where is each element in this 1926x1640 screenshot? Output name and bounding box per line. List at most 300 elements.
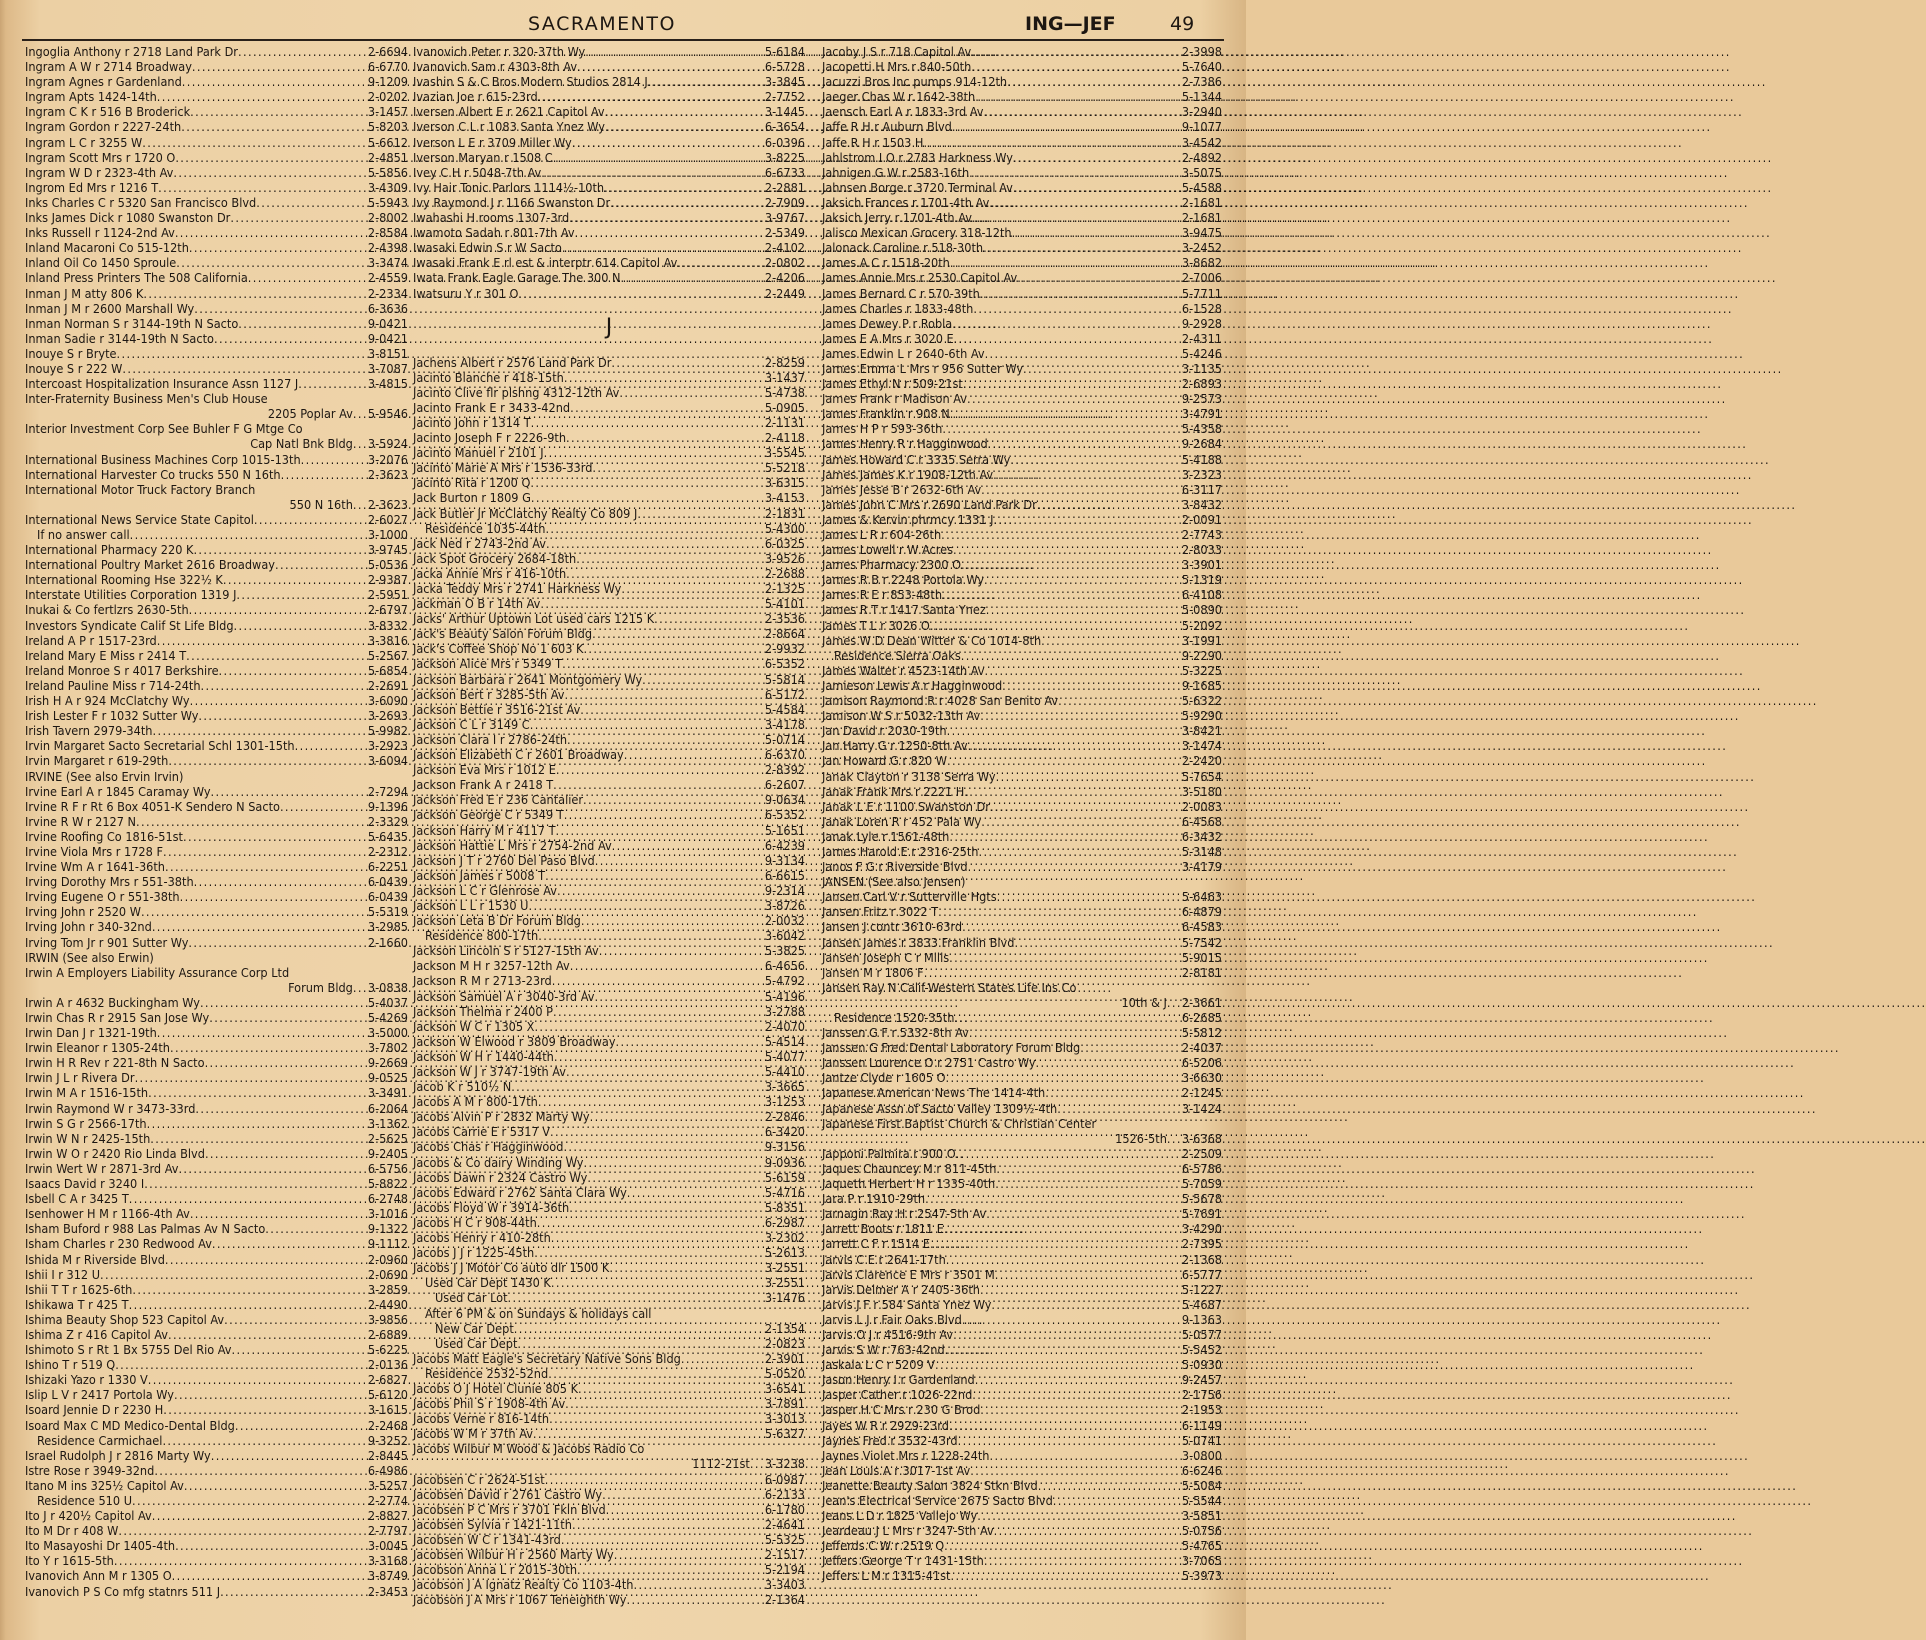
phone-number: 2-5349 bbox=[764, 225, 805, 241]
listing-entry bbox=[822, 482, 1222, 497]
listing-entry bbox=[822, 618, 1222, 633]
listing-entry bbox=[413, 1094, 805, 1109]
listing-entry bbox=[413, 490, 805, 505]
listing-name: Irwin Raymond W r 3473-33rd bbox=[25, 1100, 196, 1116]
listing-name: Irwin J L r Rivera Dr bbox=[25, 1070, 135, 1086]
listing-entry bbox=[413, 210, 805, 225]
listing-entry bbox=[822, 935, 1222, 950]
dot-leader bbox=[212, 1236, 367, 1251]
phone-number: 5-5452 bbox=[1181, 1342, 1222, 1358]
dot-leader bbox=[556, 823, 764, 838]
phone-number: 2-1681 bbox=[1181, 194, 1222, 210]
phone-number: 3-4542 bbox=[1181, 134, 1222, 150]
dot-leader bbox=[150, 1131, 367, 1146]
phone-number: 3-2940 bbox=[1181, 104, 1222, 120]
phone-number: 2-8181 bbox=[1181, 964, 1222, 980]
listing-entry bbox=[413, 135, 805, 150]
listing-entry bbox=[413, 777, 805, 792]
listing-name: Jackson L L r 1530 U bbox=[413, 897, 529, 913]
listing-name: International Harvester Co trucks 550 N 16th bbox=[25, 466, 281, 482]
dot-leader bbox=[569, 1200, 764, 1215]
dot-leader bbox=[129, 1191, 367, 1206]
listing-name: Irving John r 340-32nd bbox=[25, 919, 152, 935]
phone-number: 9-3134 bbox=[764, 852, 805, 868]
listing-entry bbox=[822, 738, 1222, 753]
listing-entry bbox=[25, 965, 408, 980]
phone-number: 2-8002 bbox=[367, 210, 408, 226]
dot-leader bbox=[178, 1161, 366, 1176]
listing-name: Jarvis S W r 763-42nd bbox=[822, 1342, 945, 1358]
column-spacer bbox=[413, 343, 805, 355]
page-number: 49 bbox=[1170, 13, 1195, 35]
listing-name: Forum Bldg bbox=[288, 979, 353, 995]
phone-number: 3-9526 bbox=[764, 550, 805, 566]
phone-number: 2-9387 bbox=[367, 572, 408, 588]
phone-number: 5-4738 bbox=[764, 384, 805, 400]
listing-name: Ingram C K r 516 B Broderick bbox=[25, 104, 191, 120]
dot-leader bbox=[530, 475, 763, 490]
listing-name: Jacobs O J Hotel Clunie 805 K bbox=[413, 1380, 578, 1396]
dot-leader bbox=[990, 799, 1181, 814]
phone-number: 5-8351 bbox=[764, 1199, 805, 1215]
phone-number: 2-2691 bbox=[367, 677, 408, 693]
phone-number: 9-1209 bbox=[367, 74, 408, 90]
listing-name: Inouye S r Bryte bbox=[25, 345, 117, 361]
dot-leader bbox=[562, 240, 764, 255]
phone-number: 5-7640 bbox=[1181, 59, 1222, 75]
listing-entry bbox=[822, 1070, 1222, 1085]
listing-name: Inter-Fraternity Business Men's Club House bbox=[25, 391, 268, 407]
listing-entry bbox=[413, 1290, 805, 1305]
listing-entry bbox=[822, 663, 1222, 678]
listing-entry bbox=[822, 74, 1222, 89]
phone-number: 5-5856 bbox=[367, 164, 408, 180]
phone-number: 2-4070 bbox=[764, 1018, 805, 1034]
listing-name: International Pharmacy 220 K bbox=[25, 542, 194, 558]
dot-leader bbox=[157, 1025, 367, 1040]
phone-number: 5-7711 bbox=[1181, 285, 1222, 301]
listing-name: Inks James Dick r 1080 Swanston Dr bbox=[25, 210, 231, 226]
phone-number: 3-1474 bbox=[1181, 738, 1222, 754]
listing-entry bbox=[413, 255, 805, 270]
dot-leader bbox=[985, 346, 1181, 361]
phone-number: 6-5352 bbox=[764, 656, 805, 672]
phone-number: 2-1660 bbox=[367, 934, 408, 950]
phone-number: 2-3329 bbox=[367, 813, 408, 829]
dot-leader bbox=[114, 1553, 367, 1568]
phone-number: 3-9745 bbox=[367, 542, 408, 558]
listing-entry bbox=[25, 210, 408, 225]
listing-entry bbox=[25, 406, 408, 421]
dot-leader bbox=[152, 919, 367, 934]
phone-number: 3-1362 bbox=[367, 1115, 408, 1131]
listing-name: James Walter r 4523-14th Av bbox=[822, 662, 985, 678]
dot-leader bbox=[570, 400, 764, 415]
dot-leader bbox=[170, 1040, 367, 1055]
listing-entry bbox=[25, 331, 408, 346]
listing-entry bbox=[822, 467, 1222, 482]
listing-entry bbox=[822, 406, 1222, 421]
listing-name: James Annie Mrs r 2530 Capitol Av bbox=[822, 270, 1018, 286]
listing-entry bbox=[25, 784, 408, 799]
phone-number: 5-5084 bbox=[1181, 1477, 1222, 1493]
dot-leader bbox=[564, 370, 764, 385]
phone-number: 2-0690 bbox=[367, 1266, 408, 1282]
dot-leader bbox=[971, 59, 1181, 74]
dot-leader bbox=[978, 844, 1180, 859]
listing-entry bbox=[25, 225, 408, 240]
listing-name: Itano M ins 325½ Capitol Av bbox=[25, 1477, 184, 1493]
dot-leader bbox=[553, 777, 764, 792]
dot-leader bbox=[947, 723, 1181, 738]
dot-leader bbox=[946, 1070, 1181, 1085]
phone-number: 3-3816 bbox=[367, 632, 408, 648]
listing-name: Jan David r 2030-19th bbox=[822, 723, 947, 739]
listing-name: Iverson C L r 1083 Santa Ynez Wy bbox=[413, 119, 605, 135]
listing-entry bbox=[25, 1297, 408, 1312]
dot-leader bbox=[954, 1010, 1180, 1025]
listing-name: Jarvis J F r 584 Santa Ynez Wy bbox=[822, 1296, 992, 1312]
phone-number: 3-5545 bbox=[764, 445, 805, 461]
listing-entry bbox=[413, 1592, 805, 1607]
listing-entry bbox=[822, 1025, 1222, 1040]
listing-name: Jasper Cather r 1026-22nd bbox=[822, 1387, 973, 1403]
phone-number: 2-7743 bbox=[1181, 527, 1222, 542]
listing-entry bbox=[25, 361, 408, 376]
phone-number: 5-4196 bbox=[764, 988, 805, 1004]
listing-entry bbox=[413, 823, 805, 838]
listing-entry bbox=[822, 1387, 1222, 1402]
listing-name: Jefferds C W r 2519 Q bbox=[822, 1538, 945, 1554]
listing-entry bbox=[25, 119, 408, 134]
dot-leader bbox=[611, 355, 763, 370]
listing-name: Jansen James r 3833 Franklin Blvd bbox=[822, 934, 1015, 950]
listing-entry bbox=[413, 1230, 805, 1245]
phone-number: 6-0325 bbox=[764, 535, 805, 551]
listing-entry bbox=[413, 475, 805, 490]
listing-entry bbox=[822, 1297, 1222, 1312]
listing-name: Iwata Frank Eagle Garage The 300 N bbox=[413, 270, 621, 286]
listing-name: Jack Spot Grocery 2684-18th bbox=[413, 550, 577, 566]
listing-entry bbox=[25, 1342, 408, 1357]
listing-entry bbox=[413, 973, 805, 988]
listing-entry bbox=[822, 497, 1222, 512]
listing-name: Iwasaki Frank E rl est & interptr 614 Capitol Av bbox=[413, 255, 678, 271]
listing-name: Jackson Samuel A r 3040-3rd Av bbox=[413, 988, 595, 1004]
dot-leader bbox=[1058, 693, 1181, 708]
phone-number: 5-9546 bbox=[367, 406, 408, 422]
listing-name: Interstate Utilities Corporation 1319 J bbox=[25, 587, 237, 603]
listing-entry bbox=[822, 119, 1222, 134]
phone-number: 6-4583 bbox=[1181, 919, 1222, 935]
listing-name: Israel Rudolph J r 2816 Marty Wy bbox=[25, 1447, 211, 1463]
listing-name: Jack Ned r 2743-2nd Av bbox=[413, 535, 546, 551]
phone-number: 5-5544 bbox=[1181, 1493, 1222, 1508]
dot-leader bbox=[941, 527, 1181, 542]
dot-leader bbox=[1057, 1101, 1181, 1116]
phone-number: 3-0838 bbox=[367, 979, 408, 995]
phone-number: 5-3225 bbox=[1181, 662, 1222, 678]
phone-number: 3-2788 bbox=[764, 1003, 805, 1019]
dot-leader bbox=[1014, 935, 1180, 950]
listing-entry bbox=[25, 1433, 408, 1448]
phone-number: 2-7006 bbox=[1181, 270, 1222, 286]
listing-name: Ito J r 420½ Capitol Av bbox=[25, 1508, 152, 1524]
listing-name: James Howard C r 3335 Serra Wy bbox=[822, 451, 1011, 467]
listing-entry bbox=[413, 1170, 805, 1185]
listing-entry bbox=[822, 1101, 1222, 1116]
dot-leader bbox=[975, 89, 1181, 104]
listing-name: James Charles r 1833-48th bbox=[822, 300, 974, 316]
dot-leader bbox=[989, 195, 1181, 210]
listing-entry bbox=[413, 868, 805, 883]
phone-number: 2-8033 bbox=[1181, 542, 1222, 558]
phone-number: 6-3636 bbox=[367, 300, 408, 316]
phone-number: 6-3432 bbox=[1181, 828, 1222, 844]
listing-name: Jarvis Delmer A r 2405-36th bbox=[822, 1281, 980, 1297]
listing-entry bbox=[822, 1221, 1222, 1236]
listing-name: Irish Tavern 2979-34th bbox=[25, 723, 153, 739]
phone-number: 3-6094 bbox=[367, 753, 408, 769]
listing-entry bbox=[822, 829, 1222, 844]
dot-leader bbox=[280, 799, 367, 814]
listing-name: Jackson Leta B Dr Forum Bldg bbox=[413, 913, 581, 929]
dot-leader bbox=[186, 648, 367, 663]
listing-entry bbox=[25, 467, 408, 482]
phone-number: 5-9015 bbox=[1181, 949, 1222, 965]
phone-number: 3-0800 bbox=[1181, 1447, 1222, 1463]
dot-leader bbox=[564, 807, 764, 822]
listing-name: Jalisco Mexican Grocery 318-12th bbox=[822, 225, 1012, 241]
listing-name: Ingram L C r 3255 W bbox=[25, 134, 143, 150]
section-letter: J bbox=[605, 314, 613, 340]
listing-entry bbox=[25, 1418, 408, 1433]
phone-number: 5-5218 bbox=[764, 460, 805, 476]
listing-name: Jantze Clyde r 1605 O bbox=[822, 1070, 946, 1086]
dot-leader bbox=[157, 633, 367, 648]
listing-entry bbox=[25, 1191, 408, 1206]
listing-name: Jacobs Chas r Hagginwood bbox=[413, 1139, 564, 1155]
phone-number: 2-0083 bbox=[1181, 798, 1222, 814]
dot-leader bbox=[973, 301, 1181, 316]
dot-leader bbox=[209, 1010, 367, 1025]
phone-number: 3-4815 bbox=[367, 376, 408, 392]
listing-name: Jackson W J r 3747-19th Av bbox=[413, 1064, 566, 1079]
phone-number: 5-0905 bbox=[764, 399, 805, 415]
listing-entry bbox=[822, 361, 1222, 376]
dot-leader bbox=[562, 656, 764, 671]
listing-name: Inland Macaroni Co 515-12th bbox=[25, 240, 189, 256]
phone-number: 2-5625 bbox=[367, 1130, 408, 1146]
listing-name: After 6 PM & on Sundays & holidays call bbox=[425, 1305, 652, 1321]
dot-leader bbox=[594, 989, 763, 1004]
listing-name: James E A Mrs r 3020 E bbox=[822, 330, 954, 346]
dot-leader bbox=[584, 1155, 764, 1170]
dot-leader bbox=[189, 240, 367, 255]
listing-name: James T L r 3026 O bbox=[822, 617, 930, 633]
dot-leader bbox=[545, 868, 764, 883]
dot-leader bbox=[592, 460, 763, 475]
listing-name: Irwin S G r 2566-17th bbox=[25, 1115, 147, 1131]
listing-name: Jacobs Edward r 2762 Santa Clara Wy bbox=[413, 1184, 627, 1200]
phone-number: 3-9475 bbox=[1181, 225, 1222, 241]
dot-leader bbox=[143, 286, 367, 301]
listing-entry bbox=[25, 708, 408, 723]
listing-entry bbox=[25, 1101, 408, 1116]
listing-name: Inukai & Co fertlzrs 2630-5th bbox=[25, 602, 189, 618]
listing-entry bbox=[25, 814, 408, 829]
dot-leader bbox=[144, 1176, 367, 1191]
phone-number: 5-2567 bbox=[367, 647, 408, 663]
listing-name: Janak Frank Mrs r 2221 H bbox=[822, 783, 965, 799]
listing-name: Residence Sierra Oaks bbox=[834, 647, 961, 663]
dot-leader bbox=[592, 626, 764, 641]
dot-leader bbox=[265, 1221, 367, 1236]
dot-leader bbox=[956, 1146, 1181, 1161]
dot-leader bbox=[1045, 1085, 1181, 1100]
dot-leader bbox=[528, 898, 763, 913]
dot-leader bbox=[681, 1351, 764, 1366]
listing-name: Irwin H R Rev r 221-8th N Sacto bbox=[25, 1055, 205, 1071]
listing-entry bbox=[25, 1538, 408, 1553]
listing-name: Jackson Bert r 3285-5th Av bbox=[413, 686, 565, 702]
listing-name: Ingrom Ed Mrs r 1216 T bbox=[25, 179, 159, 195]
dot-leader bbox=[230, 210, 367, 225]
listing-name: Jacobs H C r 908-44th bbox=[413, 1214, 537, 1230]
phone-number: 2-1325 bbox=[764, 581, 805, 596]
listing-entry bbox=[25, 1267, 408, 1282]
dot-leader bbox=[969, 165, 1181, 180]
dot-leader bbox=[181, 119, 367, 134]
dot-leader bbox=[1037, 497, 1181, 512]
dot-leader bbox=[115, 1357, 367, 1372]
phone-number: 3-4178 bbox=[764, 716, 805, 732]
listing-entry bbox=[413, 581, 805, 596]
alphabet-range: ING—JEF bbox=[1025, 13, 1116, 35]
listing-name: James Franklin r 908 N bbox=[822, 406, 950, 422]
listing-name: James Frank r Madison Av bbox=[822, 391, 967, 407]
listing-name: Ivy Hair Tonic Parlors 1114½-10th bbox=[413, 179, 605, 195]
phone-number: 5-6184 bbox=[764, 44, 805, 59]
listing-entry bbox=[25, 1116, 408, 1131]
phone-number: 6-6733 bbox=[764, 164, 805, 180]
phone-number: 2-2509 bbox=[1181, 1145, 1222, 1161]
dot-leader bbox=[534, 1245, 764, 1260]
listing-entry bbox=[822, 950, 1222, 965]
listing-name: Jachens Albert r 2576 Land Park Dr bbox=[413, 354, 612, 370]
listing-name: Jaensch Earl A r 1833-3rd Av bbox=[822, 104, 984, 120]
listing-entry bbox=[413, 1562, 805, 1577]
listing-name: James Bernard C r 570-39th bbox=[822, 285, 980, 301]
listing-name: Jansen J contr 3610-63rd bbox=[822, 919, 963, 935]
dot-leader bbox=[301, 452, 367, 467]
listing-entry bbox=[413, 989, 805, 1004]
listing-name: Jackson Harry M r 4117 T bbox=[413, 822, 556, 838]
dot-leader bbox=[194, 301, 367, 316]
dot-leader bbox=[122, 361, 367, 376]
listing-entry bbox=[822, 1161, 1222, 1176]
listing-name: Jacobs & Co dairy Winding Wy bbox=[413, 1154, 584, 1170]
listing-entry bbox=[822, 316, 1222, 331]
dot-leader bbox=[583, 792, 764, 807]
listing-entry bbox=[413, 1381, 805, 1396]
phone-number: 3-3845 bbox=[764, 74, 805, 90]
listing-name: Ingram Agnes r Gardenland bbox=[25, 74, 182, 90]
listing-entry bbox=[25, 1448, 408, 1463]
phone-number: 9-2669 bbox=[367, 1055, 408, 1071]
phone-number: 2-0960 bbox=[367, 1251, 408, 1267]
phone-number: 6-4239 bbox=[764, 837, 805, 853]
listing-entry bbox=[822, 587, 1222, 602]
dot-leader bbox=[997, 889, 1181, 904]
dot-leader bbox=[238, 44, 367, 59]
listing-entry bbox=[25, 557, 408, 572]
phone-number: 5-6225 bbox=[367, 1342, 408, 1358]
listing-name: Jacobson Anna L r 2015-30th bbox=[413, 1562, 578, 1578]
listing-entry bbox=[25, 769, 408, 784]
dot-leader bbox=[205, 1055, 367, 1070]
dot-leader bbox=[981, 814, 1181, 829]
listing-name: Jacinto Frank E r 3433-42nd bbox=[413, 399, 571, 415]
phone-number: 3-1016 bbox=[367, 1206, 408, 1222]
phone-number: 3-7891 bbox=[764, 1396, 805, 1412]
listing-name: Jamison Raymond R r 4028 San Benito Av bbox=[822, 693, 1059, 709]
phone-number: 2-2846 bbox=[764, 1109, 805, 1125]
listing-name: 2205 Poplar Av bbox=[267, 406, 353, 422]
listing-name: Irvin Margaret Sacto Secretarial Schl 1301-15th bbox=[25, 738, 295, 754]
phone-number: 6-3420 bbox=[764, 1124, 805, 1140]
listing-entry bbox=[413, 119, 805, 134]
phone-number: 3-7087 bbox=[367, 360, 408, 376]
listing-name: Ireland A P r 1517-23rd bbox=[25, 632, 157, 648]
dot-leader bbox=[557, 883, 764, 898]
dot-leader bbox=[627, 1185, 764, 1200]
dot-leader bbox=[938, 904, 1181, 919]
listing-name: Ireland Monroe S r 4017 Berkshire bbox=[25, 662, 219, 678]
dot-leader bbox=[619, 385, 764, 400]
phone-number: 2-7395 bbox=[1181, 1236, 1222, 1252]
listing-name: Irvin Margaret r 619-29th bbox=[25, 753, 169, 769]
listing-entry bbox=[413, 958, 805, 973]
listing-entry bbox=[25, 316, 408, 331]
listing-name: Jackson Eva Mrs r 1012 E bbox=[413, 762, 556, 778]
listing-entry bbox=[25, 1221, 408, 1236]
phone-number: 5-4188 bbox=[1181, 451, 1222, 467]
dot-leader bbox=[538, 89, 764, 104]
phone-number: 3-8432 bbox=[1181, 496, 1222, 512]
listing-entry bbox=[822, 104, 1222, 119]
phone-number: 6-5777 bbox=[1181, 1266, 1222, 1282]
phone-number: 2-1245 bbox=[1181, 1085, 1222, 1101]
phone-number: 9-1322 bbox=[367, 1221, 408, 1237]
dot-leader bbox=[130, 527, 367, 542]
dot-leader bbox=[152, 1508, 367, 1523]
listing-entry bbox=[413, 883, 805, 898]
listing-entry bbox=[25, 89, 408, 104]
phone-number: 2-2468 bbox=[367, 1417, 408, 1433]
dot-leader bbox=[254, 512, 367, 527]
listing-name: Jacinto Blanche r 418-15th bbox=[413, 369, 564, 385]
listing-name: Isenhower H M r 1166-4th Av bbox=[25, 1206, 190, 1222]
dot-leader bbox=[995, 1267, 1181, 1282]
dot-leader bbox=[986, 602, 1181, 617]
phone-number: 2-3661 bbox=[1181, 994, 1222, 1010]
listing-entry bbox=[25, 512, 408, 527]
listing-name: Iwamoto Sadah r 801-7th Av bbox=[413, 225, 575, 241]
dot-leader bbox=[551, 1230, 764, 1245]
listing-entry bbox=[413, 1185, 805, 1200]
listing-name: Jacobs J J r 1225-45th bbox=[413, 1245, 535, 1261]
